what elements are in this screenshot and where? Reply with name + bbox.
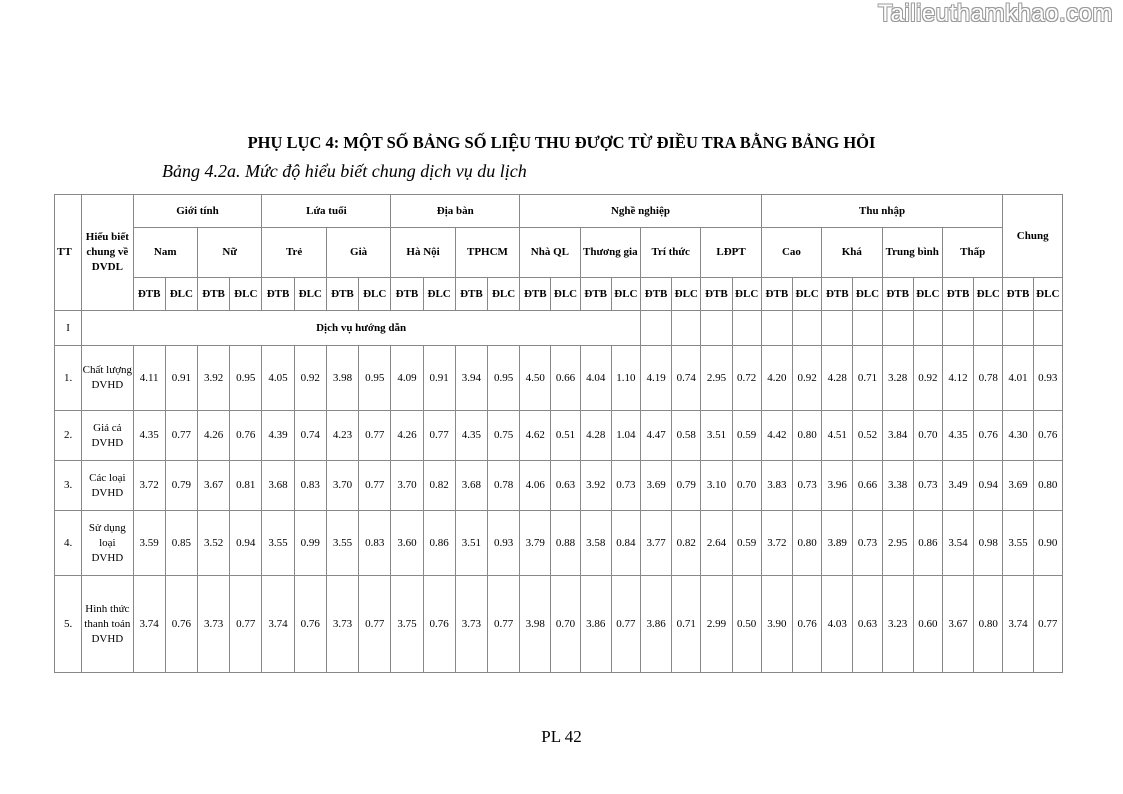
dtb-cell: 4.05	[262, 346, 294, 411]
row-label: Các loại DVHD	[82, 461, 133, 511]
dtb-header: ĐTB	[262, 278, 294, 311]
dlc-cell: 0.78	[487, 461, 519, 511]
dlc-cell: 0.76	[423, 576, 455, 673]
dtb-cell: 4.47	[640, 411, 671, 461]
group-header: Lứa tuổi	[262, 195, 391, 228]
empty-cell	[761, 311, 792, 346]
dtb-header: ĐTB	[580, 278, 611, 311]
dlc-header: ĐLC	[551, 278, 580, 311]
dlc-cell: 0.86	[423, 511, 455, 576]
row-label: Sử dụng loại DVHD	[82, 511, 133, 576]
dtb-cell: 3.51	[701, 411, 732, 461]
subgroup-header: TPHCM	[455, 228, 519, 278]
dlc-cell: 0.94	[974, 461, 1003, 511]
page-number: PL 42	[541, 727, 582, 746]
dtb-cell: 3.51	[455, 511, 487, 576]
dtb-cell: 3.96	[822, 461, 853, 511]
empty-cell	[732, 311, 761, 346]
dlc-header: ĐLC	[732, 278, 761, 311]
dlc-header: ĐLC	[1033, 278, 1062, 311]
empty-cell	[822, 311, 853, 346]
dlc-cell: 0.92	[792, 346, 821, 411]
dtb-cell: 4.03	[822, 576, 853, 673]
dlc-cell: 0.81	[230, 461, 262, 511]
dlc-cell: 0.92	[294, 346, 326, 411]
dtb-header: ĐTB	[701, 278, 732, 311]
dtb-cell: 4.26	[197, 411, 229, 461]
dtb-cell: 3.58	[580, 511, 611, 576]
dtb-cell: 3.60	[391, 511, 423, 576]
dtb-cell: 3.89	[822, 511, 853, 576]
dlc-cell: 0.78	[974, 346, 1003, 411]
chung-dtb-cell: 4.30	[1003, 411, 1033, 461]
dlc-header: ĐLC	[853, 278, 882, 311]
chung-dlc-cell: 0.93	[1033, 346, 1062, 411]
table-row	[55, 411, 1063, 461]
dlc-header: ĐLC	[974, 278, 1003, 311]
table-row	[55, 576, 1063, 673]
empty-cell	[853, 311, 882, 346]
dlc-cell: 0.84	[611, 511, 640, 576]
dlc-cell: 0.76	[974, 411, 1003, 461]
subgroup-header: Hà Nội	[391, 228, 455, 278]
dtb-header: ĐTB	[197, 278, 229, 311]
dtb-cell: 3.55	[262, 511, 294, 576]
section-row	[55, 311, 1063, 346]
dlc-header: ĐLC	[423, 278, 455, 311]
chung-dlc-cell: 0.76	[1033, 411, 1062, 461]
dtb-cell: 3.83	[761, 461, 792, 511]
dtb-cell: 3.74	[133, 576, 165, 673]
dlc-cell: 0.91	[423, 346, 455, 411]
subgroup-header: Thương gia	[580, 228, 640, 278]
dtb-cell: 3.10	[701, 461, 732, 511]
dlc-header: ĐLC	[294, 278, 326, 311]
subgroup-header: Nhà QL	[520, 228, 580, 278]
dtb-header: ĐTB	[520, 278, 551, 311]
dlc-cell: 0.59	[732, 411, 761, 461]
dlc-cell: 0.71	[853, 346, 882, 411]
dlc-cell: 0.71	[672, 576, 701, 673]
dlc-cell: 0.91	[165, 346, 197, 411]
dtb-header: ĐTB	[942, 278, 973, 311]
dlc-cell: 0.80	[792, 411, 821, 461]
dlc-cell: 0.92	[913, 346, 942, 411]
dtb-header: ĐTB	[133, 278, 165, 311]
dlc-cell: 0.94	[230, 511, 262, 576]
dlc-header: ĐLC	[359, 278, 391, 311]
dlc-cell: 0.74	[672, 346, 701, 411]
dlc-cell: 0.77	[611, 576, 640, 673]
dtb-cell: 2.95	[701, 346, 732, 411]
subgroup-header: Trung bình	[882, 228, 942, 278]
group-header: Địa bàn	[391, 195, 520, 228]
dtb-header: ĐTB	[391, 278, 423, 311]
dtb-cell: 3.68	[455, 461, 487, 511]
dtb-header: ĐTB	[455, 278, 487, 311]
dtb-cell: 3.67	[197, 461, 229, 511]
subgroup-header: LĐPT	[701, 228, 761, 278]
chung-dtb-cell: 4.01	[1003, 346, 1033, 411]
dlc-cell: 0.51	[551, 411, 580, 461]
dtb-cell: 4.51	[822, 411, 853, 461]
tt-header: TT	[55, 195, 82, 311]
dtb-cell: 3.79	[520, 511, 551, 576]
dtb-cell: 3.59	[133, 511, 165, 576]
dtb-cell: 3.90	[761, 576, 792, 673]
dtb-cell: 3.84	[882, 411, 913, 461]
dlc-header: ĐLC	[165, 278, 197, 311]
dtb-cell: 3.67	[942, 576, 973, 673]
dlc-cell: 0.83	[359, 511, 391, 576]
dlc-cell: 0.80	[974, 576, 1003, 673]
dlc-cell: 0.93	[487, 511, 519, 576]
dlc-cell: 0.50	[732, 576, 761, 673]
dtb-cell: 4.50	[520, 346, 551, 411]
empty-cell	[882, 311, 913, 346]
dlc-cell: 0.73	[853, 511, 882, 576]
row-label: Giá cả DVHD	[82, 411, 133, 461]
dlc-cell: 0.82	[423, 461, 455, 511]
dlc-cell: 0.76	[230, 411, 262, 461]
dtb-header: ĐTB	[1003, 278, 1033, 311]
dtb-cell: 4.06	[520, 461, 551, 511]
dlc-header: ĐLC	[913, 278, 942, 311]
dlc-cell: 0.77	[487, 576, 519, 673]
dtb-cell: 3.86	[580, 576, 611, 673]
dtb-cell: 3.73	[326, 576, 358, 673]
group-header-row	[55, 195, 1063, 228]
dlc-cell: 0.52	[853, 411, 882, 461]
subgroup-header: Trẻ	[262, 228, 326, 278]
dtb-cell: 3.72	[761, 511, 792, 576]
dlc-cell: 0.60	[913, 576, 942, 673]
empty-cell	[942, 311, 973, 346]
table-row	[55, 511, 1063, 576]
dtb-cell: 4.28	[822, 346, 853, 411]
dlc-cell: 0.76	[165, 576, 197, 673]
dtb-header: ĐTB	[822, 278, 853, 311]
dtb-cell: 4.11	[133, 346, 165, 411]
row-label: Chất lượng DVHD	[82, 346, 133, 411]
chung-dtb-cell: 3.74	[1003, 576, 1033, 673]
dlc-header: ĐLC	[611, 278, 640, 311]
empty-cell	[672, 311, 701, 346]
appendix-heading: PHỤ LỤC 4: MỘT SỐ BẢNG SỐ LIỆU THU ĐƯỢC TỪ ĐIỀU TRA BẰNG BẢNG HỎI	[247, 133, 876, 152]
dtb-cell: 3.70	[391, 461, 423, 511]
section-title: Dịch vụ hướng dẫn	[82, 311, 641, 346]
dlc-cell: 0.79	[672, 461, 701, 511]
dlc-cell: 0.70	[551, 576, 580, 673]
dlc-cell: 0.73	[611, 461, 640, 511]
dtb-cell: 4.12	[942, 346, 973, 411]
dtb-cell: 4.20	[761, 346, 792, 411]
dtb-cell: 2.99	[701, 576, 732, 673]
dtb-cell: 2.64	[701, 511, 732, 576]
row-number: 4.	[55, 511, 82, 576]
dlc-cell: 0.79	[165, 461, 197, 511]
section-number: I	[55, 311, 82, 346]
empty-cell	[1003, 311, 1033, 346]
dtb-cell: 3.54	[942, 511, 973, 576]
dlc-cell: 0.63	[551, 461, 580, 511]
dlc-cell: 0.85	[165, 511, 197, 576]
dlc-cell: 0.73	[913, 461, 942, 511]
table-caption: Bảng 4.2a. Mức độ hiểu biết chung dịch vụ du lịch	[162, 161, 527, 181]
subgroup-header: Thấp	[942, 228, 1002, 278]
dtb-cell: 4.42	[761, 411, 792, 461]
dlc-cell: 1.10	[611, 346, 640, 411]
dtb-header: ĐTB	[640, 278, 671, 311]
dlc-cell: 0.77	[165, 411, 197, 461]
empty-cell	[640, 311, 671, 346]
dtb-cell: 3.92	[580, 461, 611, 511]
dlc-cell: 0.66	[551, 346, 580, 411]
dtb-cell: 3.55	[326, 511, 358, 576]
dtb-cell: 4.39	[262, 411, 294, 461]
dtb-cell: 3.94	[455, 346, 487, 411]
dtb-cell: 4.35	[455, 411, 487, 461]
dlc-cell: 0.77	[359, 461, 391, 511]
dtb-cell: 4.35	[942, 411, 973, 461]
dlc-cell: 0.86	[913, 511, 942, 576]
dtb-cell: 3.38	[882, 461, 913, 511]
table-row	[55, 346, 1063, 411]
dlc-cell: 0.73	[792, 461, 821, 511]
subgroup-header: Cao	[761, 228, 821, 278]
dlc-cell: 0.70	[732, 461, 761, 511]
dlc-cell: 0.76	[294, 576, 326, 673]
survey-table	[54, 194, 1063, 673]
chung-dlc-cell: 0.80	[1033, 461, 1062, 511]
subgroup-header: Nữ	[197, 228, 261, 278]
dtb-header: ĐTB	[761, 278, 792, 311]
subgroup-header: Trí thức	[640, 228, 700, 278]
dlc-cell: 0.75	[487, 411, 519, 461]
dlc-cell: 0.98	[974, 511, 1003, 576]
dlc-cell: 1.04	[611, 411, 640, 461]
dlc-cell: 0.74	[294, 411, 326, 461]
dlc-cell: 0.70	[913, 411, 942, 461]
knowledge-header: Hiểu biết chung về DVDL	[82, 195, 133, 311]
dlc-cell: 0.59	[732, 511, 761, 576]
dtb-cell: 3.92	[197, 346, 229, 411]
dlc-header: ĐLC	[792, 278, 821, 311]
empty-cell	[792, 311, 821, 346]
dlc-header: ĐLC	[487, 278, 519, 311]
empty-cell	[913, 311, 942, 346]
watermark-text: Tailieuthamkhao.com	[878, 0, 1113, 27]
dlc-cell: 0.88	[551, 511, 580, 576]
dtb-cell: 3.86	[640, 576, 671, 673]
group-header: Nghề nghiệp	[520, 195, 762, 228]
dlc-cell: 0.77	[359, 576, 391, 673]
chung-dtb-cell: 3.55	[1003, 511, 1033, 576]
dtb-cell: 3.98	[326, 346, 358, 411]
dtb-cell: 3.75	[391, 576, 423, 673]
dtb-cell: 4.35	[133, 411, 165, 461]
chung-dlc-cell: 0.90	[1033, 511, 1062, 576]
group-header: Giới tính	[133, 195, 262, 228]
dtb-header: ĐTB	[326, 278, 358, 311]
dtb-cell: 4.09	[391, 346, 423, 411]
dlc-cell: 0.80	[792, 511, 821, 576]
empty-cell	[1033, 311, 1062, 346]
dtb-cell: 4.23	[326, 411, 358, 461]
subgroup-header: Nam	[133, 228, 197, 278]
dlc-cell: 0.76	[792, 576, 821, 673]
row-number: 2.	[55, 411, 82, 461]
dlc-cell: 0.77	[230, 576, 262, 673]
empty-cell	[701, 311, 732, 346]
empty-cell	[974, 311, 1003, 346]
dtb-cell: 3.73	[197, 576, 229, 673]
chung-dtb-cell: 3.69	[1003, 461, 1033, 511]
dtb-cell: 4.19	[640, 346, 671, 411]
dlc-cell: 0.83	[294, 461, 326, 511]
subgroup-header-row	[55, 228, 1063, 278]
dlc-cell: 0.66	[853, 461, 882, 511]
dlc-cell: 0.95	[230, 346, 262, 411]
dtb-cell: 4.26	[391, 411, 423, 461]
dtb-cell: 3.98	[520, 576, 551, 673]
dtb-cell: 3.77	[640, 511, 671, 576]
stat-header-row	[55, 278, 1063, 311]
row-number: 5.	[55, 576, 82, 673]
dtb-cell: 4.62	[520, 411, 551, 461]
row-label: Hình thức thanh toán DVHD	[82, 576, 133, 673]
dlc-header: ĐLC	[672, 278, 701, 311]
dtb-cell: 3.52	[197, 511, 229, 576]
subgroup-header: Khá	[822, 228, 882, 278]
dtb-cell: 3.74	[262, 576, 294, 673]
chung-header: Chung	[1003, 195, 1063, 278]
dlc-cell: 0.77	[423, 411, 455, 461]
dtb-cell: 3.23	[882, 576, 913, 673]
group-header: Thu nhập	[761, 195, 1003, 228]
dtb-cell: 3.69	[640, 461, 671, 511]
dlc-cell: 0.58	[672, 411, 701, 461]
subgroup-header: Già	[326, 228, 390, 278]
dlc-cell: 0.95	[359, 346, 391, 411]
row-number: 3.	[55, 461, 82, 511]
dtb-cell: 4.28	[580, 411, 611, 461]
dtb-cell: 2.95	[882, 511, 913, 576]
dtb-cell: 3.72	[133, 461, 165, 511]
dlc-header: ĐLC	[230, 278, 262, 311]
dtb-cell: 4.04	[580, 346, 611, 411]
table-row	[55, 461, 1063, 511]
dlc-cell: 0.77	[359, 411, 391, 461]
dtb-header: ĐTB	[882, 278, 913, 311]
dtb-cell: 3.70	[326, 461, 358, 511]
dlc-cell: 0.99	[294, 511, 326, 576]
dlc-cell: 0.95	[487, 346, 519, 411]
dlc-cell: 0.72	[732, 346, 761, 411]
dtb-cell: 3.73	[455, 576, 487, 673]
dtb-cell: 3.68	[262, 461, 294, 511]
dlc-cell: 0.82	[672, 511, 701, 576]
dlc-cell: 0.63	[853, 576, 882, 673]
dtb-cell: 3.49	[942, 461, 973, 511]
dtb-cell: 3.28	[882, 346, 913, 411]
chung-dlc-cell: 0.77	[1033, 576, 1062, 673]
row-number: 1.	[55, 346, 82, 411]
